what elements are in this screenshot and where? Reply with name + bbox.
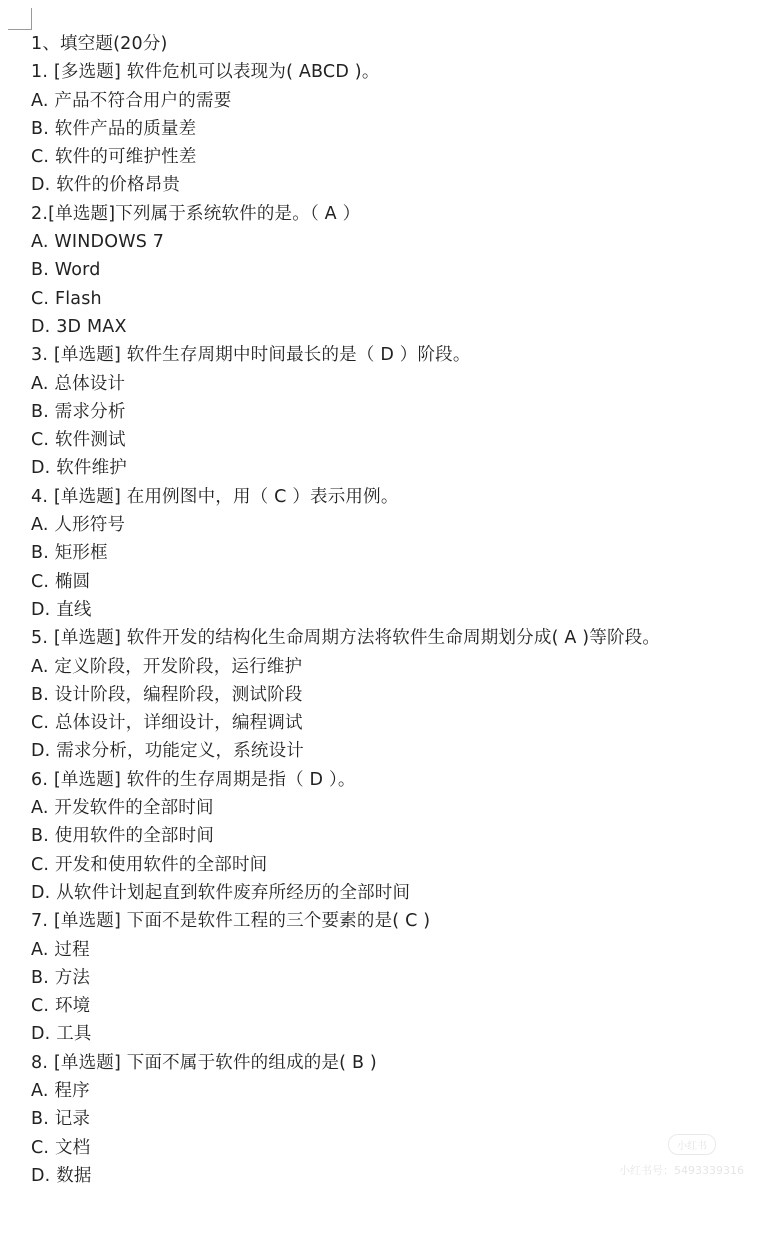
option-line: C. 软件的可维护性差 (31, 147, 197, 168)
option-line: D. 工具 (31, 1024, 92, 1045)
option-line: C. 开发和使用软件的全部时间 (31, 854, 268, 875)
option-line: D. 3D MAX (31, 316, 127, 337)
option-line: A. 程序 (31, 1080, 90, 1101)
option-line: D. 直线 (31, 599, 92, 620)
option-line: C. 总体设计，详细设计，编程调试 (31, 713, 303, 734)
option-line: D. 从软件计划起直到软件废弃所经历的全部时间 (31, 882, 411, 903)
question-line: 2.[单选题]下列属于系统软件的是。（ A ） (31, 203, 361, 224)
question-line: 4. [单选题] 在用例图中，用（ C ）表示用例。 (31, 486, 399, 507)
watermark-badge: 小红书 (668, 1134, 716, 1155)
option-line: B. 设计阶段，编程阶段，测试阶段 (31, 684, 303, 705)
option-line: D. 需求分析，功能定义，系统设计 (31, 741, 304, 762)
option-line: C. 椭圆 (31, 571, 91, 592)
option-line: D. 软件维护 (31, 458, 128, 479)
option-line: A. 定义阶段，开发阶段，运行维护 (31, 656, 303, 677)
option-line: B. Word (31, 260, 101, 281)
option-line: A. 产品不符合用户的需要 (31, 90, 232, 111)
option-line: B. 需求分析 (31, 401, 126, 422)
option-line: C. 软件测试 (31, 430, 126, 451)
option-line: C. 环境 (31, 996, 91, 1017)
question-line: 1、填空题(20分) (31, 34, 168, 54)
document-body (31, 30, 756, 1190)
question-line: 3. [单选题] 软件生存周期中时间最长的是（ D ）阶段。 (31, 345, 471, 366)
option-line: B. 方法 (31, 967, 91, 988)
option-line: B. 软件产品的质量差 (31, 118, 197, 139)
option-line: C. Flash (31, 288, 102, 309)
option-line: A. 人形符号 (31, 515, 126, 536)
question-line: 1. [多选题] 软件危机可以表现为( ABCD )。 (31, 62, 380, 83)
option-line: B. 记录 (31, 1109, 91, 1130)
option-line: D. 软件的价格昂贵 (31, 175, 181, 196)
question-line: 6. [单选题] 软件的生存周期是指（ D ）。 (31, 769, 356, 790)
option-line: A. 总体设计 (31, 373, 126, 394)
option-line: A. 过程 (31, 939, 90, 960)
question-line: 5. [单选题] 软件开发的结构化生命周期方法将软件生命周期划分成( A )等阶段。 (31, 628, 661, 649)
option-line: B. 矩形框 (31, 543, 108, 564)
page-corner-mark (8, 8, 32, 30)
watermark (574, 1134, 744, 1204)
option-line: C. 文档 (31, 1137, 91, 1158)
question-line: 8. [单选题] 下面不属于软件的组成的是( B ) (31, 1052, 377, 1073)
option-line: A. 开发软件的全部时间 (31, 798, 214, 819)
question-line: 7. [单选题] 下面不是软件工程的三个要素的是( C ) (31, 911, 431, 932)
option-line: A. WINDOWS 7 (31, 232, 165, 253)
option-line: D. 数据 (31, 1165, 92, 1186)
option-line: B. 使用软件的全部时间 (31, 826, 215, 847)
watermark-text: 小红书号：5493339316 (619, 1164, 744, 1177)
